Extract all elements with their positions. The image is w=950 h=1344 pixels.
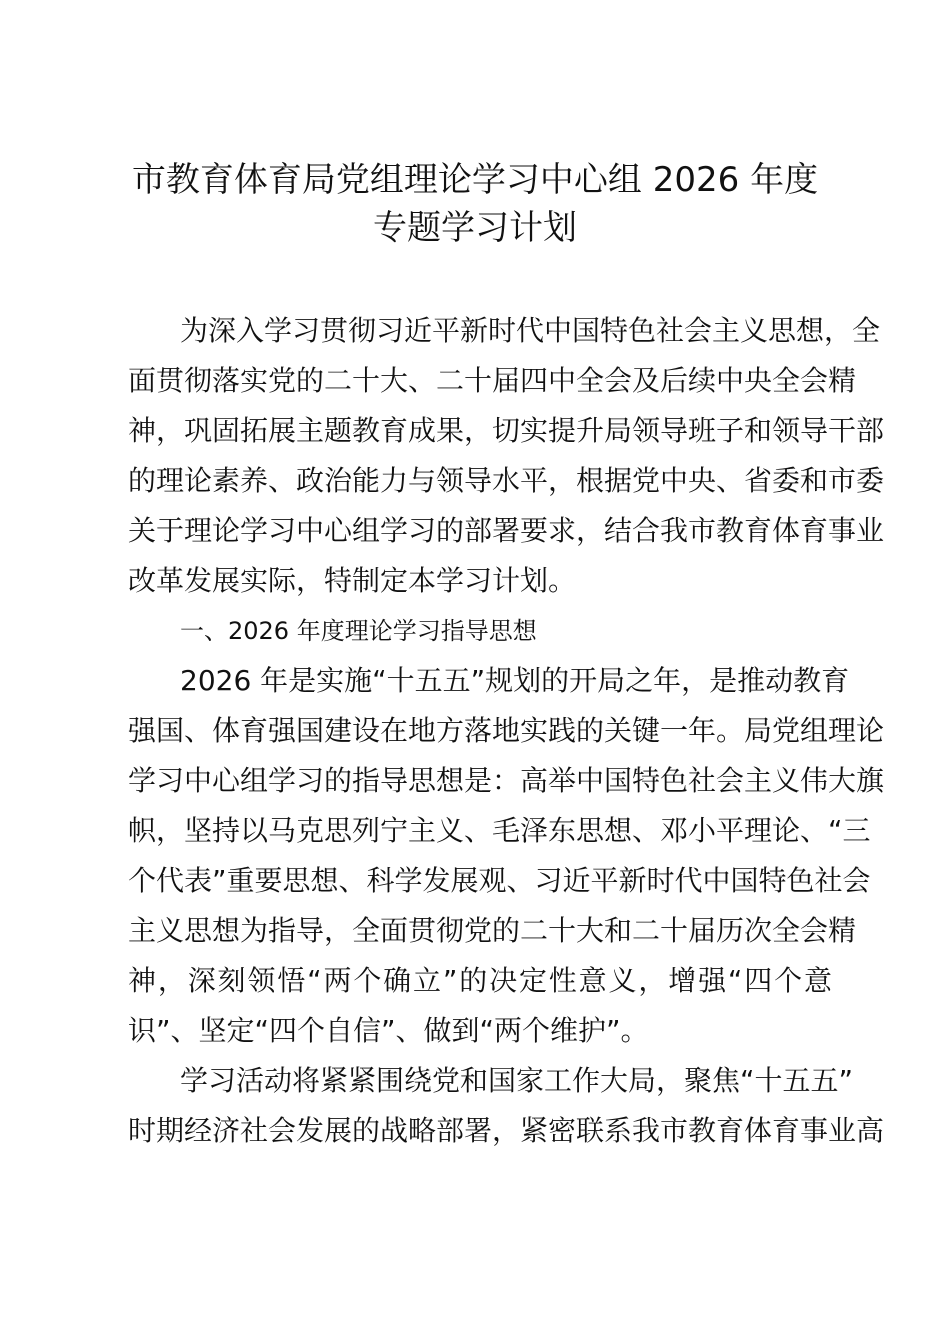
text-line: 关于理论学习中心组学习的部署要求，结合我市教育体育事业 bbox=[128, 514, 885, 547]
section-heading-1 bbox=[128, 606, 832, 656]
text-line: 学习活动将紧紧围绕党和国家工作大局，聚焦“十五五” bbox=[180, 1064, 854, 1097]
text-line: 为深入学习贯彻习近平新时代中国特色社会主义思想，全 bbox=[180, 314, 881, 347]
text-line: 改革发展实际，特制定本学习计划。 bbox=[128, 564, 577, 597]
text-line: 的理论素养、政治能力与领导水平，根据党中央、省委和市委 bbox=[128, 464, 885, 497]
text-line: 神，深刻领悟“两个确立”的决定性意义，增强“四个意 bbox=[128, 964, 832, 997]
text-line: 学习中心组学习的指导思想是：高举中国特色社会主义伟大旗 bbox=[128, 764, 885, 797]
text-line: 2026 年是实施“十五五”规划的开局之年，是推动教育 bbox=[180, 664, 850, 697]
text-line: 帜，坚持以马克思列宁主义、毛泽东思想、邓小平理论、“三 bbox=[128, 814, 871, 847]
text-line: 主义思想为指导，全面贯彻党的二十大和二十届历次全会精 bbox=[128, 914, 857, 947]
text-line: 时期经济社会发展的战略部署，紧密联系我市教育体育事业高 bbox=[128, 1114, 885, 1147]
paragraph-study-activities bbox=[128, 1056, 885, 1156]
title-line-1: 市教育体育局党组理论学习中心组 2026 年度 bbox=[131, 160, 819, 200]
text-line: 面贯彻落实党的二十大、二十届四中全会及后续中央全会精 bbox=[128, 364, 857, 397]
text-line: 神，巩固拓展主题教育成果，切实提升局领导班子和领导干部 bbox=[128, 414, 885, 447]
document-title bbox=[0, 156, 950, 252]
text-line: 识”、坚定“四个自信”、做到“两个维护”。 bbox=[128, 1014, 649, 1047]
paragraph-guiding-ideology bbox=[128, 656, 885, 1056]
title-line-2: 专题学习计划 bbox=[373, 208, 577, 248]
paragraph-intro bbox=[128, 306, 885, 606]
section-heading: 一、2026 年度理论学习指导思想 bbox=[180, 617, 537, 645]
text-line: 个代表”重要思想、科学发展观、习近平新时代中国特色社会 bbox=[128, 864, 871, 897]
document-body bbox=[128, 306, 885, 1156]
text-line: 强国、体育强国建设在地方落地实践的关键一年。局党组理论 bbox=[128, 714, 885, 747]
